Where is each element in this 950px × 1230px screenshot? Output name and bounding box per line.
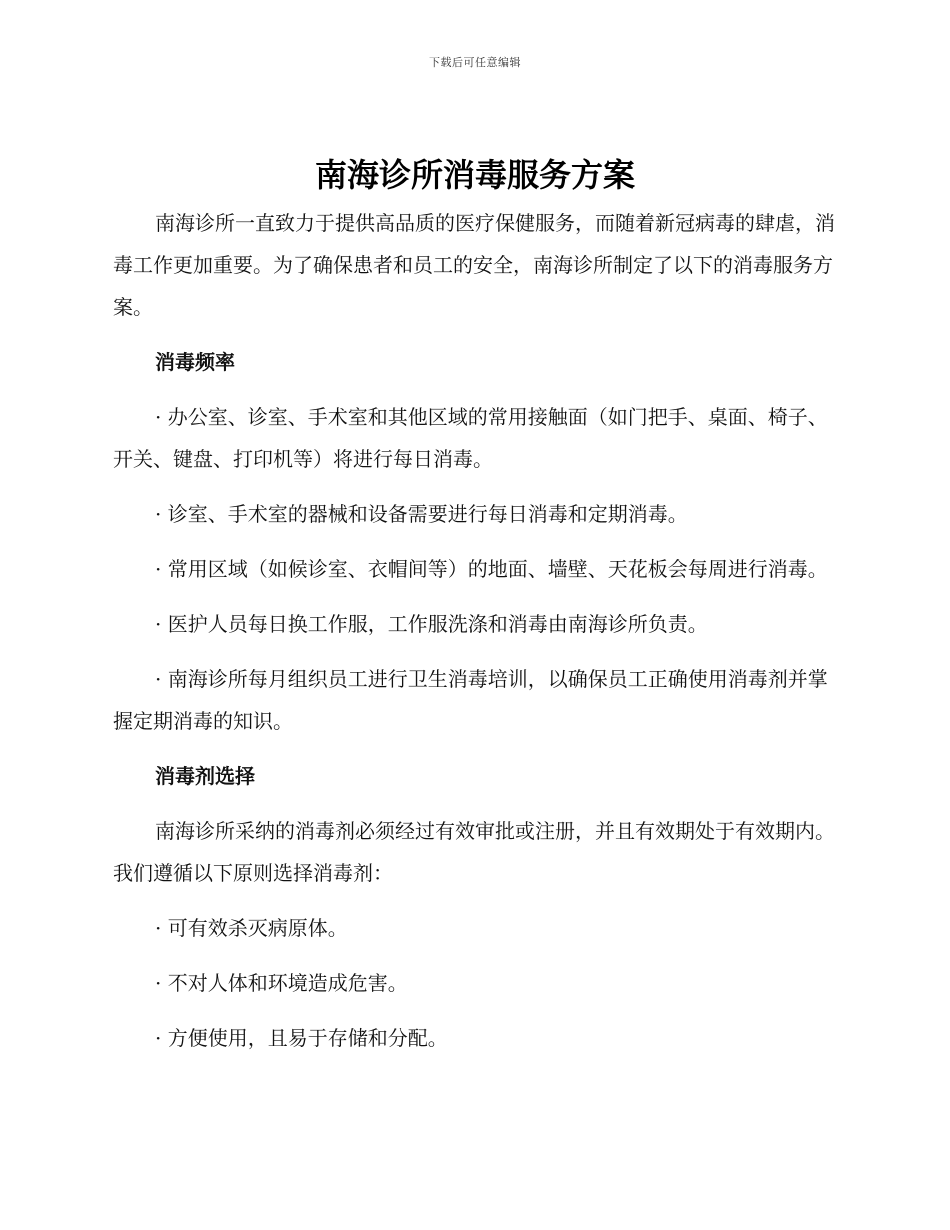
section-intro-paragraph: 南海诊所采纳的消毒剂必须经过有效审批或注册，并且有效期处于有效期内。我们遵循以下原则选择消毒剂： (113, 819, 835, 885)
list-item: · 可有效杀灭病原体。 (155, 916, 348, 940)
list-item: · 医护人员每日换工作服，工作服洗涤和消毒由南海诊所负责。 (155, 612, 708, 636)
document-title: 南海诊所消毒服务方案 (314, 156, 635, 194)
list-item: · 诊室、手术室的器械和设备需要进行每日消毒和定期消毒。 (155, 502, 688, 526)
header-note: 下载后可任意编辑 (429, 56, 521, 69)
list-item: · 办公室、诊室、手术室和其他区域的常用接触面（如门把手、桌面、椅子、开关、键盘、打印机等）将进行每日消毒。 (113, 405, 828, 471)
intro-paragraph: 南海诊所一直致力于提供高品质的医疗保健服务，而随着新冠病毒的肆虐，消毒工作更加重要。为了确保患者和员工的安全，南海诊所制定了以下的消毒服务方案。 (113, 211, 835, 319)
section-heading-frequency: 消毒频率 (155, 350, 235, 374)
section-heading-disinfectant: 消毒剂选择 (155, 764, 255, 788)
document-body (113, 202, 835, 1072)
list-item: · 不对人体和环境造成危害。 (155, 971, 408, 995)
list-item: · 方便使用，且易于存储和分配。 (155, 1026, 448, 1050)
list-item: · 常用区域（如候诊室、衣帽间等）的地面、墙壁、天花板会每周进行消毒。 (155, 557, 828, 581)
list-item: · 南海诊所每月组织员工进行卫生消毒培训，以确保员工正确使用消毒剂并掌握定期消毒的知识。 (113, 667, 828, 733)
